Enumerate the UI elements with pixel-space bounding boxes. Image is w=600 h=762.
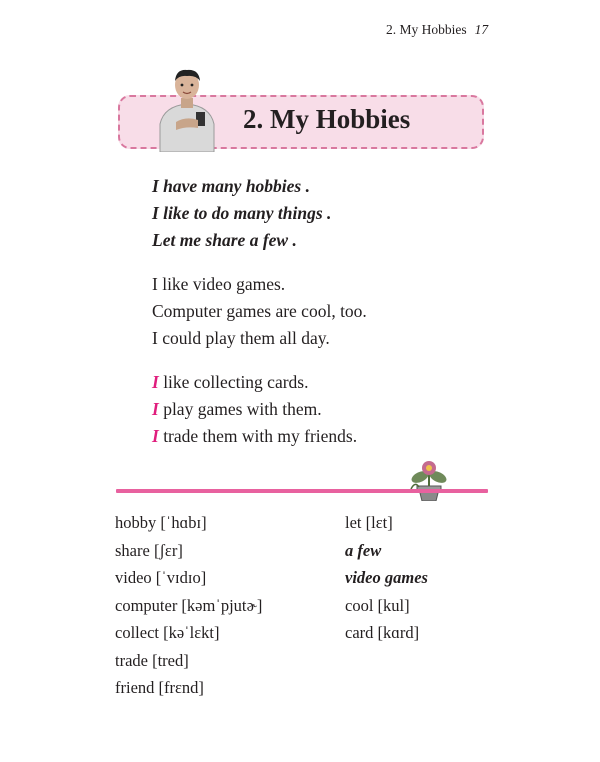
vocab-item: friend [frɛnd] — [115, 678, 204, 697]
poem-line: I like video games. — [152, 274, 286, 294]
page-number: 17 — [474, 22, 489, 37]
poem-line — [152, 369, 357, 396]
emphasis-i: I — [152, 426, 159, 446]
vocab-phrase: a few — [345, 540, 382, 560]
line-text: trade them with my friends. — [158, 426, 358, 446]
poem-line: Computer games are cool, too. — [152, 301, 367, 321]
chapter-label: 2. My Hobbies — [386, 22, 467, 37]
stanza-intro — [152, 173, 331, 254]
emphasis-i: I — [152, 372, 159, 392]
page-title: 2. My Hobbies — [243, 104, 411, 134]
line-text: like collecting cards. — [158, 372, 309, 392]
vocab-phrase: video games — [345, 568, 428, 587]
poem-line: I like to do many things . — [152, 203, 332, 223]
poem-line — [152, 423, 357, 450]
vocab-item: hobby [ˈhɑbɪ] — [115, 513, 207, 532]
vocab-item: video [ˈvɪdɪo] — [115, 568, 207, 587]
section-divider — [116, 489, 488, 493]
vocab-list-left — [115, 509, 262, 702]
poem-line — [152, 396, 357, 423]
vocab-item: let [lɛt] — [345, 513, 393, 532]
vocab-item: collect [kəˈlɛkt] — [115, 623, 220, 642]
potted-plant-icon — [405, 459, 453, 501]
line-text: play games with them. — [158, 399, 322, 419]
vocab-item: trade [tred] — [115, 650, 189, 670]
stanza-cards — [152, 369, 357, 450]
running-header — [386, 22, 488, 38]
vocab-list-right — [345, 509, 428, 647]
vocab-item: cool [kul] — [345, 595, 410, 615]
poem-line: Let me share a few . — [152, 230, 297, 250]
stanza-games — [152, 271, 367, 352]
poem-line: I could play them all day. — [152, 328, 330, 348]
poem-line: I have many hobbies . — [152, 176, 310, 196]
vocab-item: share [ʃɛr] — [115, 540, 183, 560]
emphasis-i: I — [152, 399, 159, 419]
vocab-item: computer [kəmˈpjutɚ] — [115, 595, 263, 615]
vocab-item: card [kɑrd] — [345, 623, 420, 642]
boy-illustration — [156, 68, 218, 152]
